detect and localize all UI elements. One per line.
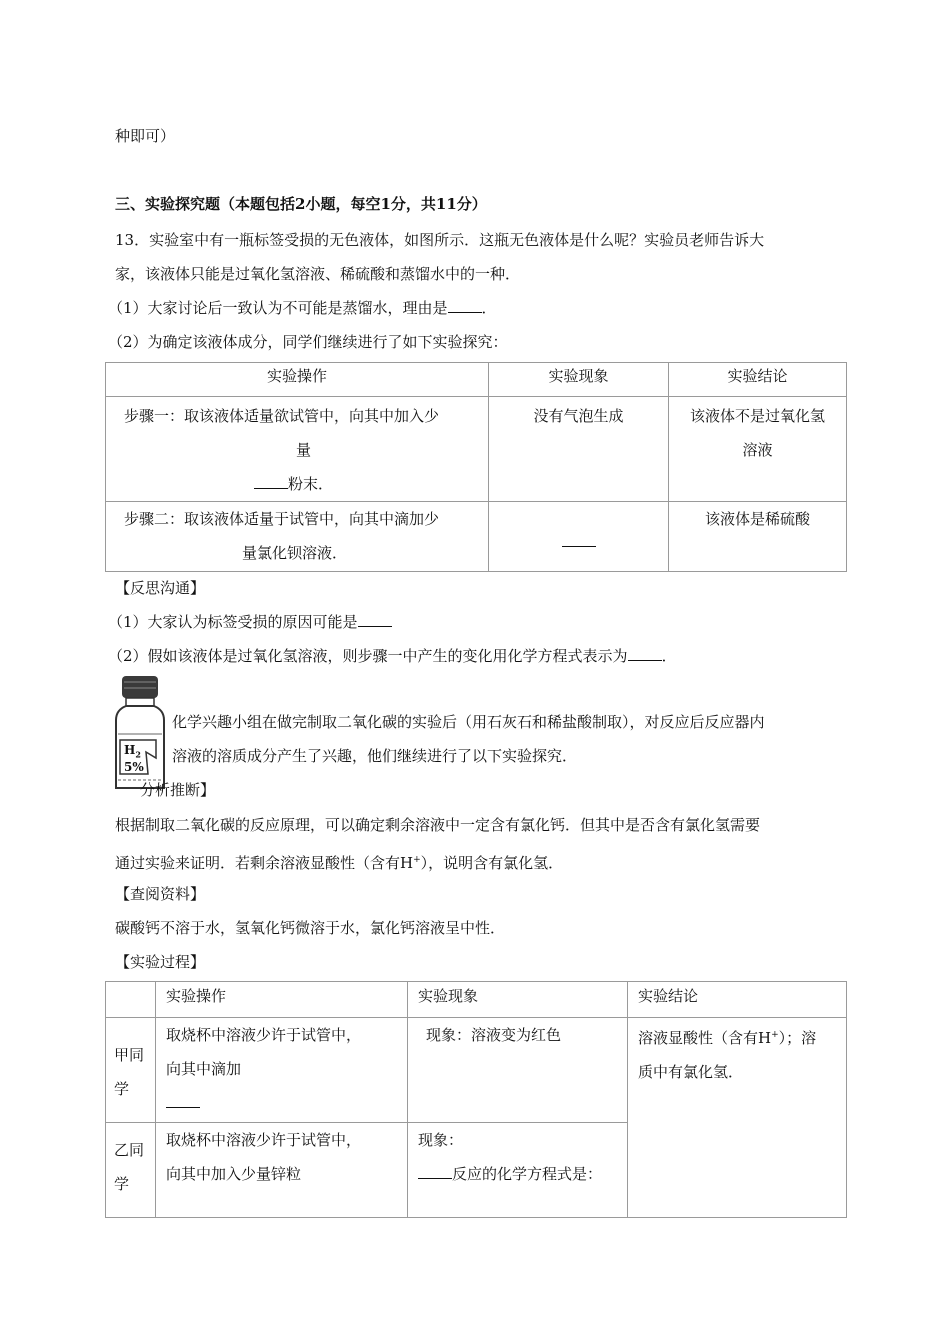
step1-operation: 步骤一：取该液体适量欲试管中，向其中加入少 量 粉末． [106,397,489,502]
analysis-heading: 分析推断】 [140,781,216,799]
analysis-line2: 通过实验来证明．若剩余溶液显酸性（含有H+），说明含有氯化氢． [115,854,564,872]
answer-blank[interactable] [166,1093,200,1108]
reflect-part2: （2）假如该液体是过氧化氢溶液，则步骤一中产生的变化用化学方程式表示为 ． [108,647,677,665]
conclusion-cell: 溶液显酸性（含有H+）；溶 质中有氯化氢． [628,1018,847,1218]
student-b-phenomenon: 现象： 反应的化学方程式是： [408,1123,628,1218]
q13-part1: （1）大家讨论后一致认为不可能是蒸馏水，理由是 ． [108,299,497,317]
answer-blank[interactable] [448,298,482,313]
header-blank [106,982,156,1018]
reflect-part1: （1）大家认为标签受损的原因可能是 [108,612,392,632]
q13-part2: （2）为确定该液体成分，同学们继续进行了如下实验探究： [108,333,508,351]
step1-phenomenon: 没有气泡生成 [489,397,669,502]
section-heading: 三、实验探究题（本题包括2小题，每空1分，共11分） [115,195,487,213]
student-b: 乙同 学 [106,1123,156,1218]
lookup-heading: 【查阅资料】 [115,885,206,903]
student-b-operation: 取烧杯中溶液少许于试管中， 向其中加入少量锌粒 [156,1123,408,1218]
q14-intro-line2: 溶液的溶质成分产生了兴趣，他们继续进行了以下实验探究． [172,747,578,765]
header-conclusion: 实验结论 [628,982,847,1018]
step2-conclusion: 该液体是稀硫酸 [669,502,847,572]
header-conclusion: 实验结论 [669,363,847,397]
lookup-text: 碳酸钙不溶于水，氢氧化钙微溶于水，氯化钙溶液呈中性． [115,919,506,937]
student-a-phenomenon: 现象：溶液变为红色 [408,1018,628,1123]
answer-blank[interactable] [254,474,288,489]
process-heading: 【实验过程】 [115,953,206,971]
analysis-line1: 根据制取二氧化碳的反应原理，可以确定剩余溶液中一定含有氯化钙．但其中是否含有氯化氢需要 [115,816,761,834]
answer-blank[interactable] [628,646,662,661]
step2-operation: 步骤二：取该液体适量于试管中，向其中滴加少 量氯化钡溶液． [106,502,489,572]
answer-blank[interactable] [562,546,596,547]
continued-text: 种即可） [115,127,176,145]
answer-blank[interactable] [358,612,392,627]
q13-intro-line1: 13．实验室中有一瓶标签受损的无色液体，如图所示．这瓶无色液体是什么呢？实验员老师告诉大 [115,231,765,249]
header-operation: 实验操作 [156,982,408,1018]
header-phenomenon: 实验现象 [408,982,628,1018]
student-a: 甲同 学 [106,1018,156,1123]
answer-blank[interactable] [418,1164,452,1179]
step2-phenomenon [489,502,669,572]
step1-conclusion: 该液体不是过氧化氢 溶液 [669,397,847,502]
experiment-table-1 [105,362,847,572]
reflect-heading: 【反思沟通】 [115,579,206,597]
student-a-operation: 取烧杯中溶液少许于试管中， 向其中滴加 [156,1018,408,1123]
reagent-bottle-image [112,674,168,792]
header-operation: 实验操作 [106,363,489,397]
header-phenomenon: 实验现象 [489,363,669,397]
q14-intro-line1: 化学兴趣小组在做完制取二氧化碳的实验后（用石灰石和稀盐酸制取），对反应后反应器内 [172,713,765,731]
bottle-label: $H_2$ 5% [124,743,144,775]
experiment-table-2 [105,981,847,1218]
q13-intro-line2: 家，该液体只能是过氧化氢溶液、稀硫酸和蒸馏水中的一种． [115,265,521,283]
